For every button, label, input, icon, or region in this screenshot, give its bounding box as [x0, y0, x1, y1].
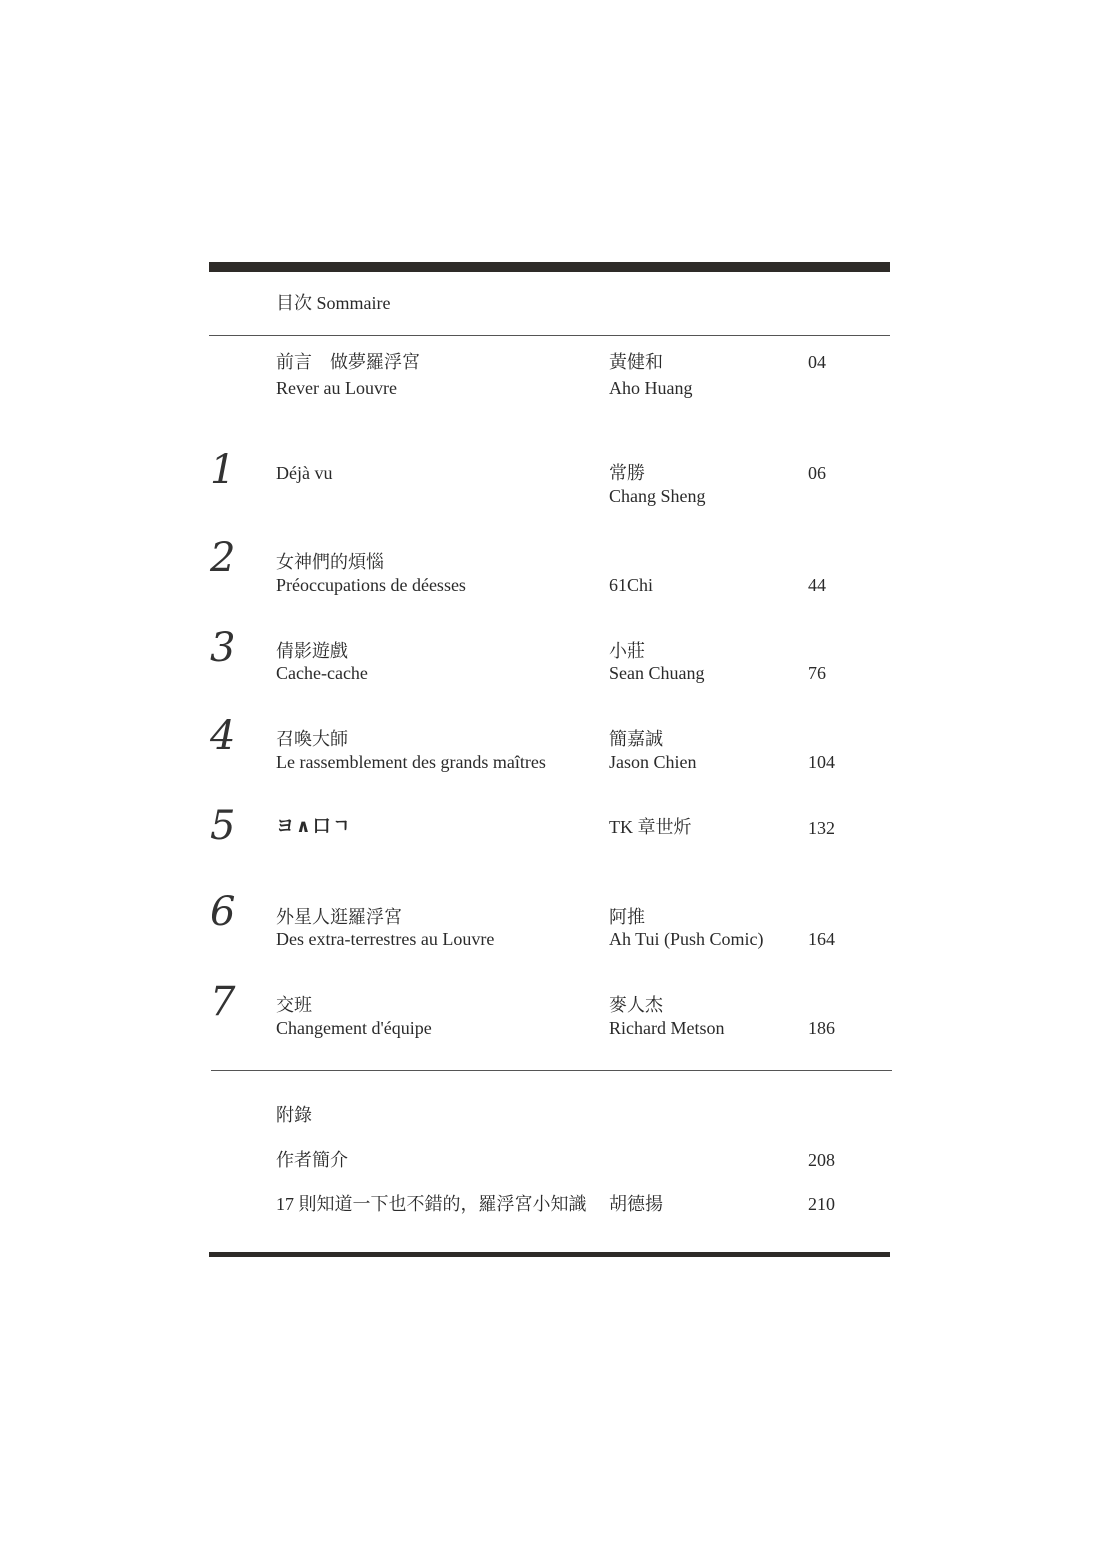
entry-title-fr: Rever au Louvre	[276, 378, 397, 398]
entry-author-en: TK 章世炘	[609, 817, 692, 837]
entry-page: 44	[808, 575, 826, 595]
entry-title-fr: Changement d'équipe	[276, 1018, 432, 1038]
entry-author-en: 61Chi	[609, 575, 654, 595]
chapter-number: 6	[210, 889, 236, 935]
header-divider	[209, 335, 890, 336]
entry-title-cn: 交班	[276, 995, 312, 1015]
chapter-number: 2	[210, 535, 236, 581]
entry-title-fr: Déjà vu	[276, 463, 333, 483]
entry-title-cn: 召喚大師	[276, 729, 348, 749]
chapter-number: 7	[210, 979, 236, 1025]
chapter-number: 3	[210, 625, 236, 671]
entry-author-en: Aho Huang	[609, 378, 693, 398]
entry-author-cn: 簡嘉誠	[609, 729, 663, 749]
entry-page: 06	[808, 463, 826, 483]
entry-title-cn: 外星人逛羅浮宮	[276, 907, 402, 927]
entry-title-cn: 倩影遊戲	[276, 641, 348, 661]
appendix-page: 210	[808, 1194, 835, 1214]
appendix-title: 17 則知道一下也不錯的，羅浮宮小知識	[276, 1194, 587, 1214]
entry-page: 04	[808, 352, 826, 372]
entry-title-fr: Des extra-terrestres au Louvre	[276, 929, 495, 949]
appendix-divider	[211, 1070, 892, 1071]
entry-page: 132	[808, 818, 835, 838]
entry-author-cn: 小莊	[609, 641, 645, 661]
entry-title-fr: Préoccupations de déesses	[276, 575, 466, 595]
entry-page: 76	[808, 663, 826, 683]
chapter-number: 4	[210, 713, 236, 759]
toc-title: 目次 Sommaire	[276, 293, 391, 313]
entry-author-en: Richard Metson	[609, 1018, 725, 1038]
entry-author-en: Sean Chuang	[609, 663, 705, 683]
entry-title-cn: 女神們的煩惱	[276, 552, 384, 572]
appendix-heading: 附錄	[276, 1105, 312, 1125]
chapter-number: 5	[210, 803, 236, 849]
appendix-author: 胡德揚	[609, 1194, 663, 1214]
bottom-rule	[209, 1252, 890, 1257]
entry-author-en: Chang Sheng	[609, 486, 706, 506]
appendix-title: 作者簡介	[276, 1150, 348, 1170]
entry-title-cn: 前言 做夢羅浮宮	[276, 352, 420, 372]
entry-author-cn: 黃健和	[609, 352, 663, 372]
entry-page: 164	[808, 929, 835, 949]
top-rule	[209, 262, 890, 272]
entry-title-fr: Cache-cache	[276, 663, 368, 683]
chapter-number: 1	[210, 447, 236, 493]
entry-author-cn: 常勝	[609, 463, 645, 483]
entry-title-stylized: ヨ∧口ㄱ	[276, 816, 353, 837]
entry-author-en: Ah Tui (Push Comic)	[609, 929, 764, 949]
entry-author-cn: 阿推	[609, 907, 645, 927]
appendix-page: 208	[808, 1150, 835, 1170]
entry-page: 186	[808, 1018, 835, 1038]
entry-author-en: Jason Chien	[609, 752, 697, 772]
entry-title-fr: Le rassemblement des grands maîtres	[276, 752, 546, 772]
entry-author-cn: 麥人杰	[609, 995, 663, 1015]
entry-page: 104	[808, 752, 835, 772]
